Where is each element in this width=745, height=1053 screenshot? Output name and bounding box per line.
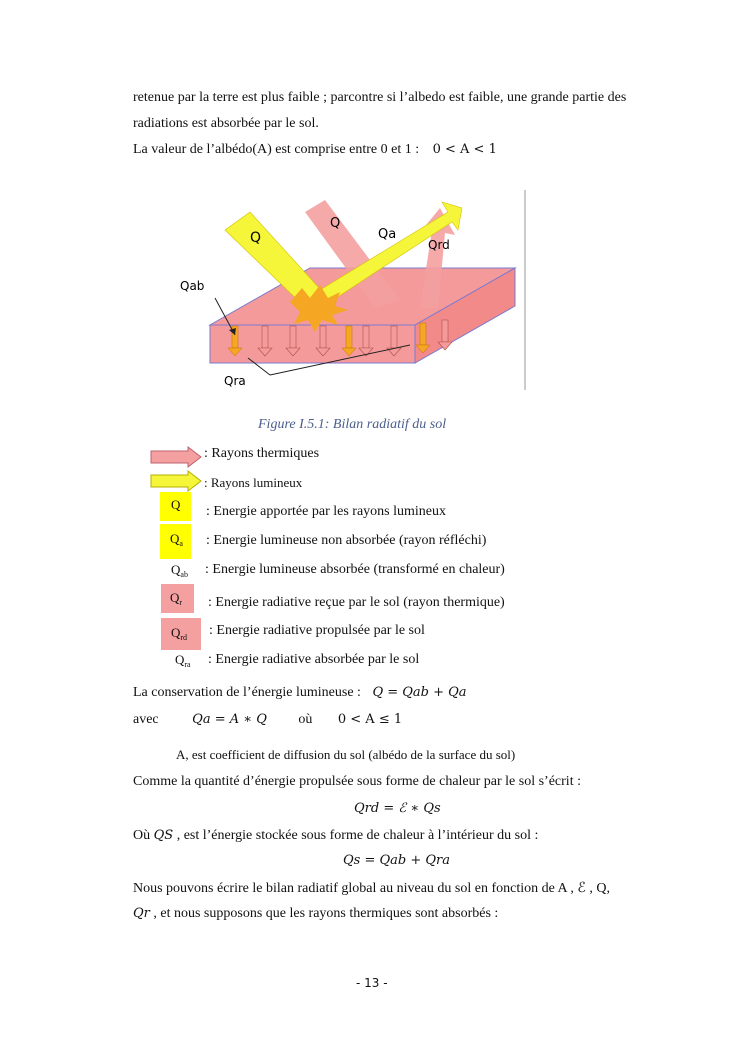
avec-text: avec: [133, 712, 159, 727]
avec-line: [133, 712, 402, 728]
paragraph-line: [133, 142, 497, 158]
paragraph-line: radiations est absorbée par le sol.: [133, 116, 319, 131]
label-qa: Qa: [378, 227, 397, 242]
legend-symbol-qab: $Q_{ab}$: [171, 562, 188, 579]
albedo-range-math: 0 < A < 1: [432, 142, 497, 157]
legend-symbol-q: Q: [171, 497, 181, 512]
legend-q: : Energie apportée par les rayons lumineux: [206, 504, 446, 519]
ou-qs-line: [133, 828, 538, 844]
comme-line: Comme la quantité d’énergie propulsée sous forme de chaleur par le sol s’écrit :: [133, 774, 581, 789]
ou-equation: 0 < A ≤ 1: [337, 712, 403, 727]
thermal-ray-swatch: [150, 446, 202, 468]
albedo-definition: A, est coefficient de diffusion du sol (albédo de la surface du sol): [176, 747, 516, 762]
equation-qrd: Qrd = ℰ ∗ Qs: [354, 801, 441, 816]
page-number: - 13 -: [356, 976, 388, 990]
label-qr: Q: [330, 216, 341, 231]
nous-line-2-text: , et nous supposons que les rayons thermiques sont absorbés :: [153, 906, 499, 921]
avec-equation: Qa = A ∗ Q: [192, 712, 267, 727]
label-qrd: Qrd: [428, 238, 450, 252]
legend-symbol-qa: $Q_a$: [170, 531, 183, 548]
albedo-range-text: La valeur de l’albédo(A) est comprise entre 0 et 1 :: [133, 142, 420, 157]
conservation-equation: Q = Qab + Qa: [372, 685, 467, 700]
nous-line-2-math: Qr: [133, 906, 150, 921]
legend-symbol-qr: $Q_r$: [170, 590, 183, 607]
label-qab: Qab: [180, 279, 205, 293]
legend-qab: : Energie lumineuse absorbée (transformé en chaleur): [205, 562, 505, 577]
legend-symbol-qrd: $Q_{rd}$: [171, 625, 188, 642]
nous-line-1: Nous pouvons écrire le bilan radiatif global au niveau du sol en fonction de A , ℰ , Q,: [133, 881, 610, 896]
legend-thermal: : Rayons thermiques: [204, 446, 320, 461]
ou-qs-pre: Où: [133, 828, 151, 843]
paragraph-line: retenue par la terre est plus faible ; parcontre si l’albedo est faible, une grande partie des: [133, 90, 627, 105]
nous-line-2: [133, 906, 498, 922]
conservation-text: La conservation de l’énergie lumineuse :: [133, 685, 361, 700]
equation-qs: Qs = Qab + Qra: [343, 853, 450, 868]
legend-qa: : Energie lumineuse non absorbée (rayon réfléchi): [206, 533, 487, 548]
ground-front-face: [210, 325, 415, 363]
legend-qrd: : Energie radiative propulsée par le sol: [209, 623, 425, 638]
conservation-line: [133, 685, 467, 701]
ou-qs-math: QS: [153, 828, 174, 843]
ou-qs-post: , est l’énergie stockée sous forme de chaleur à l’intérieur du sol :: [176, 828, 539, 843]
legend-symbol-qra: $Q_{ra}$: [175, 652, 191, 669]
ou-text: où: [298, 712, 313, 727]
radiative-balance-figure: [170, 190, 530, 400]
legend-qr: : Energie radiative reçue par le sol (rayon thermique): [208, 595, 505, 610]
figure-caption: Figure I.5.1: Bilan radiatif du sol: [258, 417, 447, 432]
legend-light: : Rayons lumineux: [204, 475, 303, 490]
label-qra: Qra: [224, 374, 246, 388]
light-ray-swatch: [150, 470, 202, 492]
label-q: Q: [250, 230, 262, 246]
legend-qra: : Energie radiative absorbée par le sol: [208, 652, 420, 667]
